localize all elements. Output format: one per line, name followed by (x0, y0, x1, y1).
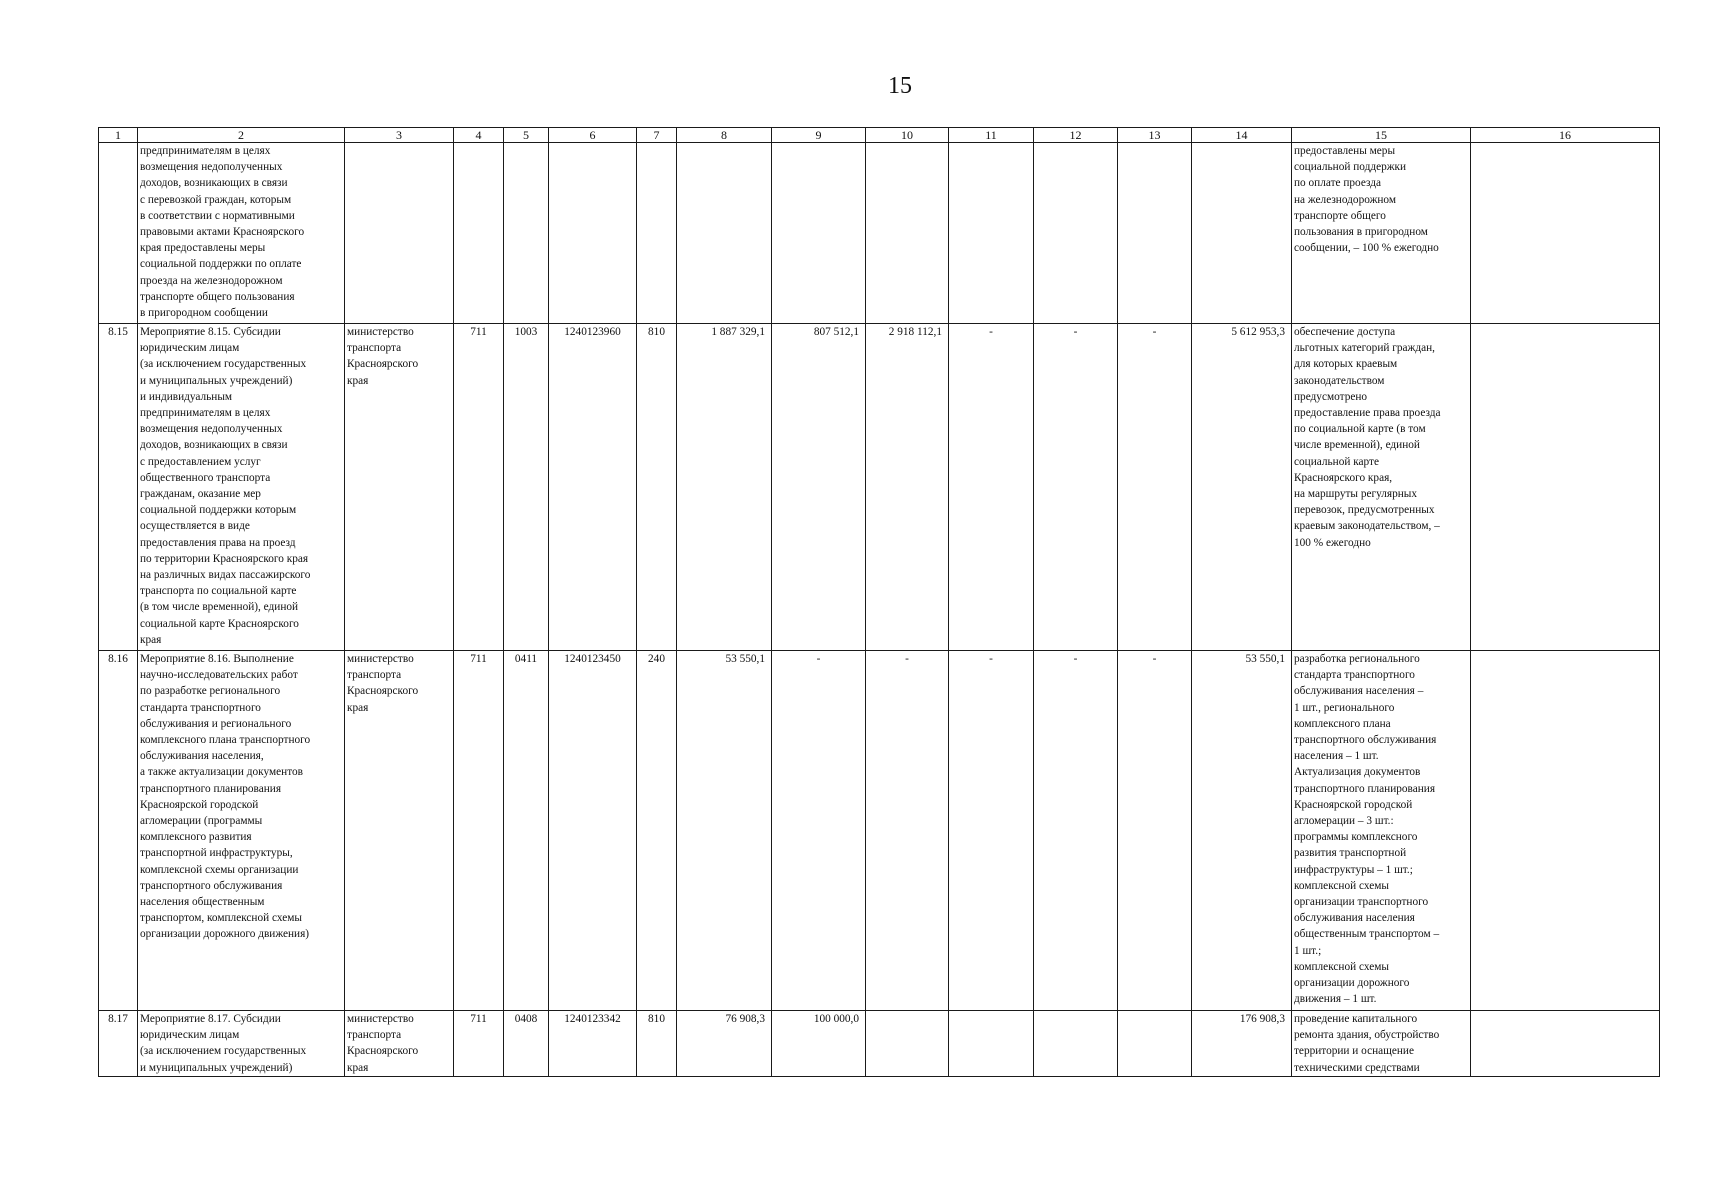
cell-col-16 (1471, 143, 1660, 324)
column-header: 13 (1118, 128, 1192, 143)
column-header: 15 (1292, 128, 1471, 143)
cell-col-5: 1003 (504, 324, 549, 651)
cell-col-14 (1192, 143, 1292, 324)
cell-col-6: 1240123450 (549, 651, 637, 1011)
column-header: 6 (549, 128, 637, 143)
cell-col-11 (949, 1011, 1034, 1077)
expected-result: предоставлены меры социальной поддержки по оплате проезда на железнодорожном транспорте общего пользования в пригородном сообщении, – 100 % ежегодно (1292, 143, 1471, 324)
column-header: 4 (454, 128, 504, 143)
page-number: 15 (888, 73, 912, 99)
cell-col-6 (549, 143, 637, 324)
column-header: 12 (1034, 128, 1118, 143)
cell-col-4 (454, 143, 504, 324)
cell-col-4: 711 (454, 324, 504, 651)
cell-col-10 (866, 1011, 949, 1077)
cell-col-8: 53 550,1 (677, 651, 772, 1011)
cell-col-9: 807 512,1 (772, 324, 866, 651)
cell-col-8: 76 908,3 (677, 1011, 772, 1077)
column-header: 10 (866, 128, 949, 143)
cell-col-11 (949, 143, 1034, 324)
expected-result: обеспечение доступа льготных категорий граждан, для которых краевым законодательством предусмотрено предоставление права проезда по социальной карте (в том числе временной), единой социальной карте Красноярского края, на маршруты регулярных перевозок, предусмотренных краевым законодательством, – 100 % ежегодно (1292, 324, 1471, 651)
cell-col-6: 1240123342 (549, 1011, 637, 1077)
row-number: 8.16 (99, 651, 138, 1011)
cell-col-13 (1118, 1011, 1192, 1077)
executor: министерство транспорта Красноярского края (345, 651, 454, 1011)
column-header: 2 (138, 128, 345, 143)
cell-col-10: 2 918 112,1 (866, 324, 949, 651)
column-header: 9 (772, 128, 866, 143)
column-header: 14 (1192, 128, 1292, 143)
table-row (99, 324, 1660, 651)
program-activities-table (98, 127, 1660, 1077)
executor (345, 143, 454, 324)
cell-col-9 (772, 143, 866, 324)
table-row (99, 1011, 1660, 1077)
cell-col-12 (1034, 143, 1118, 324)
column-header: 1 (99, 128, 138, 143)
table-row (99, 143, 1660, 324)
cell-col-14: 176 908,3 (1192, 1011, 1292, 1077)
column-header: 8 (677, 128, 772, 143)
cell-col-13: - (1118, 324, 1192, 651)
executor: министерство транспорта Красноярского края (345, 324, 454, 651)
cell-col-11: - (949, 324, 1034, 651)
column-header: 16 (1471, 128, 1660, 143)
cell-col-12: - (1034, 651, 1118, 1011)
expected-result: проведение капитального ремонта здания, обустройство территории и оснащение техническими средствами (1292, 1011, 1471, 1077)
cell-col-13: - (1118, 651, 1192, 1011)
row-number: 8.15 (99, 324, 138, 651)
cell-col-6: 1240123960 (549, 324, 637, 651)
cell-col-14: 53 550,1 (1192, 651, 1292, 1011)
cell-col-9: 100 000,0 (772, 1011, 866, 1077)
activity-name: предпринимателям в целях возмещения недополученных доходов, возникающих в связи с перевозкой граждан, которым в соответствии с нормативными правовыми актами Красноярского края предоставлены меры социальной поддержки по оплате проезда на железнодорожном транспорте общего пользования в пригородном сообщении (138, 143, 345, 324)
cell-col-7 (637, 143, 677, 324)
header-row (99, 128, 1660, 143)
cell-col-10: - (866, 651, 949, 1011)
cell-col-4: 711 (454, 1011, 504, 1077)
cell-col-7: 810 (637, 1011, 677, 1077)
cell-col-11: - (949, 651, 1034, 1011)
activity-name: Мероприятие 8.17. Субсидии юридическим лицам (за исключением государственных и муниципальных учреждений) (138, 1011, 345, 1077)
cell-col-16 (1471, 1011, 1660, 1077)
cell-col-4: 711 (454, 651, 504, 1011)
cell-col-5: 0411 (504, 651, 549, 1011)
cell-col-9: - (772, 651, 866, 1011)
table-row (99, 651, 1660, 1011)
cell-col-13 (1118, 143, 1192, 324)
cell-col-12: - (1034, 324, 1118, 651)
cell-col-16 (1471, 651, 1660, 1011)
executor: министерство транспорта Красноярского края (345, 1011, 454, 1077)
cell-col-8: 1 887 329,1 (677, 324, 772, 651)
cell-col-8 (677, 143, 772, 324)
cell-col-16 (1471, 324, 1660, 651)
expected-result: разработка регионального стандарта транспортного обслуживания населения – 1 шт., регионального комплексного плана транспортного обслуживания населения – 1 шт. Актуализация документов транспортного планирования Красноярской городской агломерации – 3 шт.: программы комплексного развития транспортной инфраструктуры – 1 шт.; комплексной схемы организации транспортного обслуживания населения общественным транспортом – 1 шт.; комплексной схемы организации дорожного движения – 1 шт. (1292, 651, 1471, 1011)
cell-col-14: 5 612 953,3 (1192, 324, 1292, 651)
row-number (99, 143, 138, 324)
cell-col-7: 810 (637, 324, 677, 651)
cell-col-10 (866, 143, 949, 324)
column-header: 5 (504, 128, 549, 143)
column-header: 7 (637, 128, 677, 143)
cell-col-7: 240 (637, 651, 677, 1011)
cell-col-12 (1034, 1011, 1118, 1077)
column-header: 11 (949, 128, 1034, 143)
activity-name: Мероприятие 8.15. Субсидии юридическим лицам (за исключением государственных и муниципальных учреждений) и индивидуальным предпринимателям в целях возмещения недополученных доходов, возникающих в связи с предоставлением услуг общественного транспорта гражданам, оказание мер социальной поддержки которым осуществляется в виде предоставления права на проезд по территории Красноярского края на различных видах пассажирского транспорта по социальной карте (в том числе временной), единой социальной карте Красноярского края (138, 324, 345, 651)
column-header: 3 (345, 128, 454, 143)
cell-col-5 (504, 143, 549, 324)
activity-name: Мероприятие 8.16. Выполнение научно-исследовательских работ по разработке регионального стандарта транспортного обслуживания и регионального комплексного плана транспортного обслуживания населения, а также актуализации документов транспортного планирования Красноярской городской агломерации (программы комплексного развития транспортной инфраструктуры, комплексной схемы организации транспортного обслуживания населения общественным транспортом, комплексной схемы организации дорожного движения) (138, 651, 345, 1011)
cell-col-5: 0408 (504, 1011, 549, 1077)
row-number: 8.17 (99, 1011, 138, 1077)
